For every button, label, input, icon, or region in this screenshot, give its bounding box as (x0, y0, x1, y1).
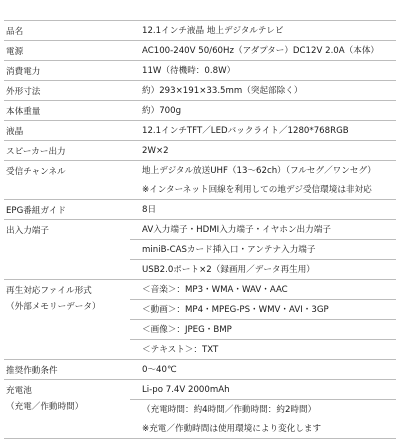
spec-label-text: 再生対応ファイル形式 (6, 286, 92, 296)
spec-label-subtext: （外部メモリーデータ） (6, 302, 101, 312)
spec-values (130, 101, 396, 120)
spec-label-text: 品名 (6, 27, 24, 37)
spec-row (4, 121, 396, 141)
spec-row (4, 220, 396, 280)
spec-value: 12.1インチTFT／LEDバックライト／1280*768RGB (142, 126, 349, 136)
spec-values (130, 21, 396, 40)
spec-label-text: 本体重量 (6, 107, 41, 117)
spec-values (130, 61, 396, 80)
spec-label (4, 61, 130, 80)
spec-label-text: 電源 (6, 47, 24, 57)
spec-label-text: 充電池 (6, 386, 32, 396)
spec-label-subtext: （充電／作動時間） (6, 402, 84, 412)
spec-value: USB2.0ポート×2（録画用／データ再生用） (130, 259, 396, 279)
spec-value: 8日 (142, 205, 157, 215)
spec-row (4, 41, 396, 61)
spec-value: （充電時間：約4時間／作動時間：約2時間） (130, 399, 396, 419)
spec-label-text: 受信チャンネル (6, 167, 66, 177)
spec-label (4, 360, 130, 379)
spec-row (4, 280, 396, 360)
spec-values (130, 121, 396, 140)
spec-label-text: EPG番組ガイド (6, 206, 66, 216)
spec-value: 地上デジタル放送UHF（13～62ch）（フルセグ／ワンセグ） (142, 166, 376, 176)
spec-label-text: 外形寸法 (6, 87, 41, 97)
spec-value: 2W×2 (142, 146, 169, 156)
spec-values (130, 200, 396, 219)
spec-row (4, 81, 396, 101)
spec-label (4, 380, 130, 438)
spec-label (4, 141, 130, 160)
spec-label (4, 121, 130, 140)
spec-label (4, 220, 130, 279)
spec-label (4, 81, 130, 100)
spec-row (4, 161, 396, 200)
spec-value: miniB-CASカード挿入口・アンテナ入力端子 (130, 239, 396, 259)
spec-value: ＜テキスト＞：TXT (130, 339, 396, 359)
spec-row (4, 101, 396, 121)
spec-label-text: 推奨作動条件 (6, 366, 58, 376)
spec-row (4, 141, 396, 161)
spec-row (4, 200, 396, 220)
spec-value: ＜画像＞：JPEG・BMP (130, 319, 396, 339)
spec-label (4, 101, 130, 120)
spec-value: 12.1インチ液晶 地上デジタルテレビ (142, 26, 284, 36)
spec-value: 約）700g (142, 106, 182, 116)
spec-label (4, 161, 130, 199)
spec-value: 0～40℃ (142, 365, 177, 375)
spec-label (4, 280, 130, 359)
spec-values (130, 41, 396, 60)
spec-label-text: 液晶 (6, 127, 24, 137)
spec-label-text: 消費電力 (6, 67, 41, 77)
spec-note: ※充電／作動時間は使用環境により変化します (142, 424, 322, 434)
spec-note: ※インターネット回線を利用しての地デジ受信環境は非対応 (142, 185, 372, 195)
spec-values (130, 220, 396, 279)
spec-values (130, 280, 396, 359)
spec-value: 約）293×191×33.5mm（突起部除く） (142, 86, 303, 96)
spec-value: AC100-240V 50/60Hz（アダプター）DC12V 2.0A（本体） (142, 46, 380, 56)
spec-value: 11W（待機時：0.8W） (142, 66, 236, 76)
spec-row (4, 380, 396, 439)
spec-label-text: スピーカー出力 (6, 147, 66, 157)
spec-value: Li-po 7.4V 2000mAh (142, 385, 230, 395)
spec-values (130, 380, 396, 438)
spec-label (4, 21, 130, 40)
spec-value: ＜音楽＞：MP3・WMA・WAV・AAC (142, 285, 288, 295)
spec-label (4, 41, 130, 60)
spec-value: AV入力端子・HDMI入力端子・イヤホン出力端子 (142, 225, 331, 235)
spec-table (4, 20, 396, 439)
spec-row (4, 20, 396, 41)
spec-values (130, 141, 396, 160)
spec-row (4, 61, 396, 81)
spec-value: ＜動画＞：MP4・MPEG-PS・WMV・AVI・3GP (130, 299, 396, 319)
spec-values (130, 360, 396, 379)
spec-label-text: 出入力端子 (6, 226, 49, 236)
spec-label (4, 200, 130, 219)
spec-values (130, 161, 396, 199)
spec-row (4, 360, 396, 380)
spec-values (130, 81, 396, 100)
